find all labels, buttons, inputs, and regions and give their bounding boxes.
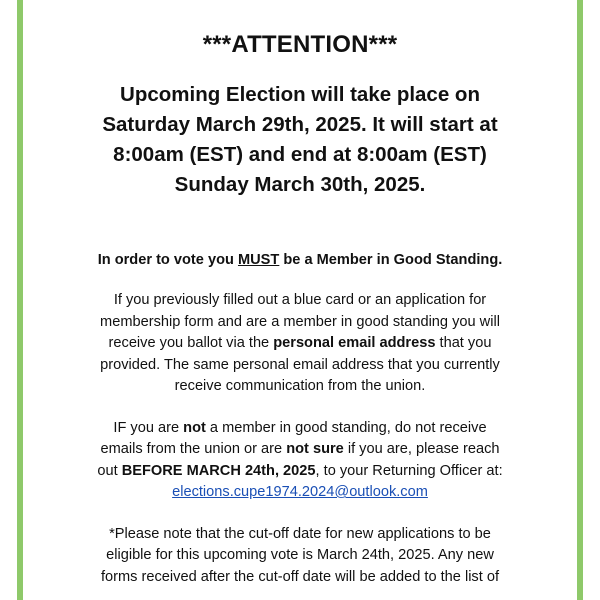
paragraph-line: receive communication from the union. <box>174 378 426 394</box>
deadline-emphasis: BEFORE MARCH 24th, 2025 <box>121 462 316 479</box>
paragraph-text: emails from the union or are <box>100 441 287 457</box>
paragraph-line <box>23 418 577 440</box>
paragraph-line <box>23 439 577 461</box>
paragraph-text: , to your Returning Officer at: <box>315 462 503 479</box>
must-emphasis: MUST <box>237 252 280 268</box>
not-sure-emphasis: not sure <box>286 441 344 457</box>
personal-email-emphasis: personal email address <box>273 335 436 351</box>
not-emphasis: not <box>183 419 206 436</box>
paragraph-text: out <box>97 462 122 479</box>
requirement-text: In order to vote you <box>97 252 238 268</box>
headline-line: Saturday March 29th, 2025. It will start at <box>102 113 498 136</box>
paragraph-line: eligible for this upcoming vote is March 24th, 2025. Any new <box>106 547 494 563</box>
headline-line: 8:00am (EST) and end at 8:00am (EST) <box>113 143 487 166</box>
paragraph-text: receive you ballot via the <box>108 335 274 351</box>
cutoff-note-paragraph <box>23 524 577 589</box>
paragraph-line: provided. The same personal email address that you currently <box>100 356 500 373</box>
paragraph-text: if you are, please reach <box>343 441 500 457</box>
right-border <box>577 0 583 600</box>
paragraph-line: *Please note that the cut-off date for new applications to be <box>109 525 491 542</box>
paragraph-line <box>23 482 577 504</box>
paragraph-line <box>23 333 577 355</box>
paragraph-text: a member in good standing, do not receive <box>205 419 487 436</box>
voting-requirement <box>23 250 577 270</box>
paragraph-text: IF you are <box>113 419 184 436</box>
paragraph-line <box>23 461 577 483</box>
election-headline <box>65 80 535 200</box>
paragraph-line: forms received after the cut-off date will be added to the list of <box>100 568 500 585</box>
requirement-text: be a Member in Good Standing. <box>279 252 503 268</box>
member-ballot-paragraph <box>23 290 577 398</box>
headline-line: Upcoming Election will take place on <box>120 83 480 106</box>
notice-content <box>23 0 577 588</box>
attention-heading: ***ATTENTION*** <box>202 31 398 58</box>
not-in-good-standing-paragraph <box>23 418 577 504</box>
headline-line: Sunday March 30th, 2025. <box>174 173 426 196</box>
paragraph-line: membership form and are a member in good standing you will <box>100 313 500 330</box>
paragraph-line: If you previously filled out a blue card or an application for <box>113 292 487 308</box>
returning-officer-email-link[interactable]: elections.cupe1974.2024@outlook.com <box>172 484 428 500</box>
paragraph-text: that you <box>435 335 492 351</box>
